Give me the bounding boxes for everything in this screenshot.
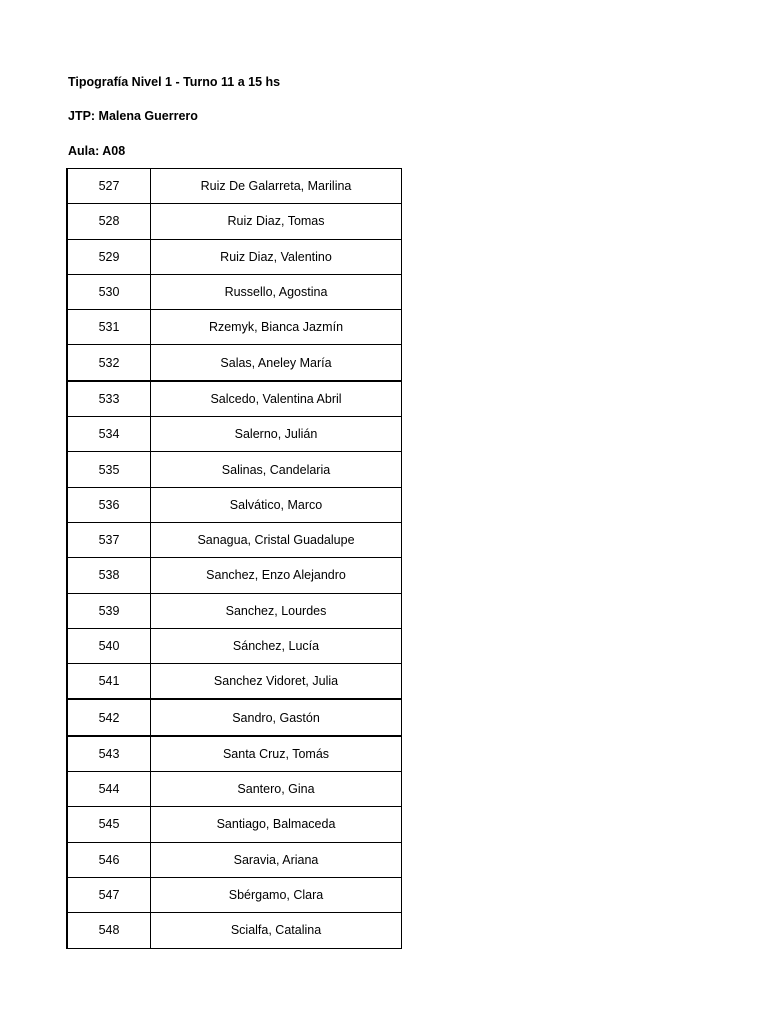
student-name: Sanchez, Lourdes (151, 593, 402, 628)
table-row (67, 628, 402, 663)
table-row (67, 452, 402, 487)
student-name: Scialfa, Catalina (151, 913, 402, 948)
student-name: Sanchez, Enzo Alejandro (151, 558, 402, 593)
table-row (67, 204, 402, 239)
student-number: 527 (67, 169, 151, 204)
student-name: Santero, Gina (151, 772, 402, 807)
table-row (67, 274, 402, 309)
table-row (67, 345, 402, 381)
student-number: 540 (67, 628, 151, 663)
aula-line: Aula: A08 (68, 144, 126, 158)
student-number: 535 (67, 452, 151, 487)
student-number: 536 (67, 487, 151, 522)
table-row (67, 558, 402, 593)
student-name: Sanagua, Cristal Guadalupe (151, 522, 402, 557)
table-row (67, 487, 402, 522)
student-roster-table (66, 168, 402, 949)
student-name: Rzemyk, Bianca Jazmín (151, 310, 402, 345)
table-row (67, 877, 402, 912)
student-number: 545 (67, 807, 151, 842)
table-row (67, 736, 402, 772)
student-name: Sanchez Vidoret, Julia (151, 664, 402, 700)
student-number: 539 (67, 593, 151, 628)
table-row (67, 593, 402, 628)
student-number: 530 (67, 274, 151, 309)
document-title: Tipografía Nivel 1 - Turno 11 a 15 hs (68, 75, 281, 89)
student-number: 547 (67, 877, 151, 912)
table-row (67, 169, 402, 204)
student-number: 531 (67, 310, 151, 345)
table-row (67, 842, 402, 877)
table-row (67, 522, 402, 557)
student-number: 528 (67, 204, 151, 239)
student-name: Salcedo, Valentina Abril (151, 381, 402, 417)
student-number: 532 (67, 345, 151, 381)
table-row (67, 664, 402, 700)
student-number: 533 (67, 381, 151, 417)
student-number: 538 (67, 558, 151, 593)
student-name: Salas, Aneley María (151, 345, 402, 381)
jtp-line: JTP: Malena Guerrero (68, 109, 198, 123)
student-name: Ruiz De Galarreta, Marilina (151, 169, 402, 204)
roster-body (67, 169, 402, 949)
table-row (67, 417, 402, 452)
table-row (67, 772, 402, 807)
student-name: Santiago, Balmaceda (151, 807, 402, 842)
student-number: 537 (67, 522, 151, 557)
student-number: 541 (67, 664, 151, 700)
student-number: 542 (67, 699, 151, 735)
student-name: Sandro, Gastón (151, 699, 402, 735)
student-name: Saravia, Ariana (151, 842, 402, 877)
student-number: 544 (67, 772, 151, 807)
student-name: Russello, Agostina (151, 274, 402, 309)
table-row (67, 381, 402, 417)
student-number: 529 (67, 239, 151, 274)
student-number: 548 (67, 913, 151, 948)
student-number: 534 (67, 417, 151, 452)
student-name: Sánchez, Lucía (151, 628, 402, 663)
student-number: 546 (67, 842, 151, 877)
student-name: Salvático, Marco (151, 487, 402, 522)
student-name: Salinas, Candelaria (151, 452, 402, 487)
table-row (67, 807, 402, 842)
student-name: Salerno, Julián (151, 417, 402, 452)
student-name: Ruiz Diaz, Tomas (151, 204, 402, 239)
student-name: Ruiz Diaz, Valentino (151, 239, 402, 274)
student-name: Sbérgamo, Clara (151, 877, 402, 912)
student-number: 543 (67, 736, 151, 772)
table-row (67, 913, 402, 948)
table-row (67, 310, 402, 345)
table-row (67, 239, 402, 274)
student-name: Santa Cruz, Tomás (151, 736, 402, 772)
table-row (67, 699, 402, 735)
